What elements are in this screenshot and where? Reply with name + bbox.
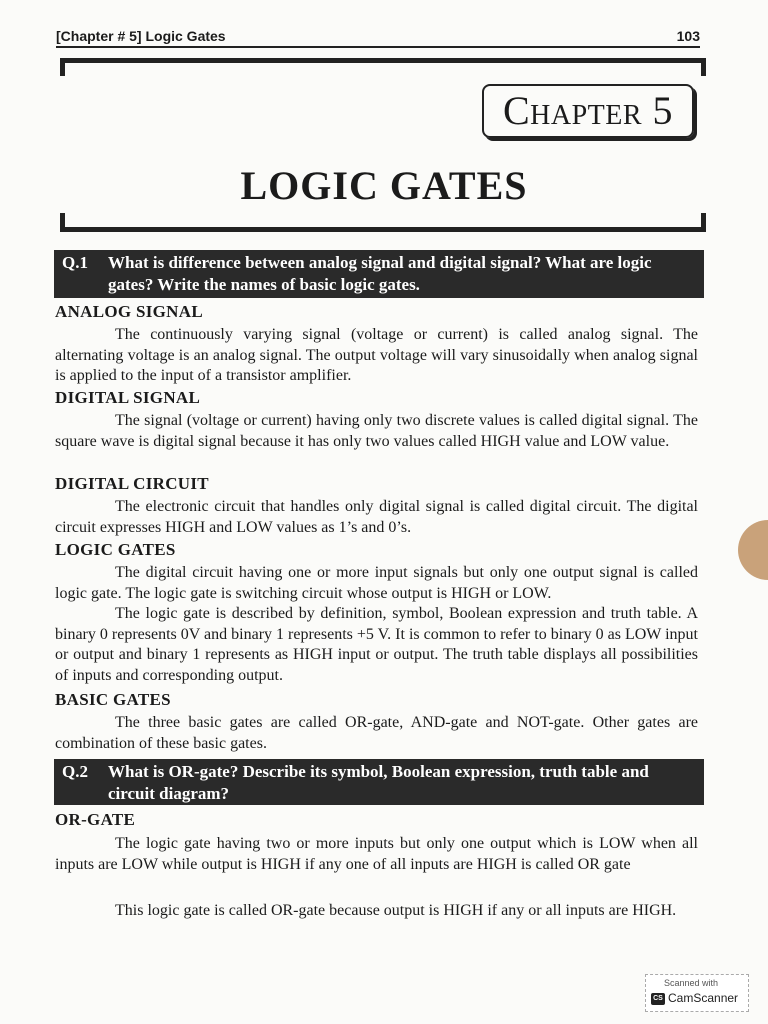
analog-signal-heading: ANALOG SIGNAL xyxy=(55,302,203,321)
basic-gates-heading: BASIC GATES xyxy=(55,690,171,709)
analog-signal-text: The continuously varying signal (voltage or current) is called analog signal. The alternating voltage is an analog signal. The output voltage will vary sinusoidally when analog signal is applied to the input of a transistor amplifier. xyxy=(55,326,698,384)
digital-circuit-heading: DIGITAL CIRCUIT xyxy=(55,474,209,493)
basic-gates-text: The three basic gates are called OR-gate, AND-gate and NOT-gate. Other gates are combination of these basic gates. xyxy=(55,714,698,752)
question-1-banner xyxy=(54,250,704,298)
digital-signal-heading: DIGITAL SIGNAL xyxy=(55,388,201,407)
or-gate-definition: The logic gate having two or more inputs but only one output which is LOW when all inputs are LOW while output is HIGH if any one of all inputs are HIGH is called OR gate xyxy=(55,835,698,873)
frame-bottom-right-tick xyxy=(701,213,706,231)
or-gate-heading: OR-GATE xyxy=(55,810,136,829)
question-2-number: Q.2 xyxy=(62,762,88,781)
camscanner-brand: CamScanner xyxy=(668,991,739,1005)
question-2-text: What is OR-gate? Describe its symbol, Boolean expression, truth table and circuit diagram? xyxy=(108,762,649,803)
page-title: LOGIC GATES xyxy=(240,163,528,208)
camscanner-watermark xyxy=(645,974,749,1012)
frame-top-right-tick xyxy=(701,58,706,76)
question-2-banner xyxy=(54,759,704,805)
running-header xyxy=(56,24,700,48)
camscanner-logo-icon: CS xyxy=(651,993,665,1005)
digital-signal-text: The signal (voltage or current) having only two discrete values is called digital signal. The square wave is digital signal because it has only two values called HIGH value and LOW value. xyxy=(55,412,698,450)
logic-gates-definition: The digital circuit having one or more input signals but only one output signal is called logic gate. The logic gate is switching circuit whose output is HIGH or LOW. xyxy=(55,564,698,602)
page-number: 103 xyxy=(676,28,700,44)
logic-gates-description: The logic gate is described by definition, symbol, Boolean expression and truth table. A binary 0 represents 0V and binary 1 represents +5 V. It is common to refer to binary 0 as LOW input or output and binary 1 represents as HIGH input or output. The truth table displays all possibilities of inputs and corresponding output. xyxy=(55,605,698,684)
logic-gates-heading: LOGIC GATES xyxy=(55,540,176,559)
chapter-number-box: Chapter 5 xyxy=(482,84,694,138)
digital-circuit-text: The electronic circuit that handles only digital signal is called digital circuit. The digital circuit expresses HIGH and LOW values as 1’s and 0’s. xyxy=(55,498,698,536)
question-1-number: Q.1 xyxy=(62,253,88,272)
frame-bottom-left-tick xyxy=(60,213,65,231)
chapter-label: [Chapter # 5] Logic Gates xyxy=(56,28,226,44)
frame-top-left-tick xyxy=(60,58,65,76)
frame-top-rule xyxy=(60,58,706,63)
frame-bottom-rule xyxy=(60,227,706,232)
scanner-thumb-shadow xyxy=(738,520,768,580)
question-1-text: What is difference between analog signal and digital signal? What are logic gates? Write the names of basic logic gates. xyxy=(108,253,652,294)
scanned-with-label: Scanned with xyxy=(664,978,719,988)
or-gate-explanation: This logic gate is called OR-gate because output is HIGH if any or all inputs are HIGH. xyxy=(115,902,677,919)
